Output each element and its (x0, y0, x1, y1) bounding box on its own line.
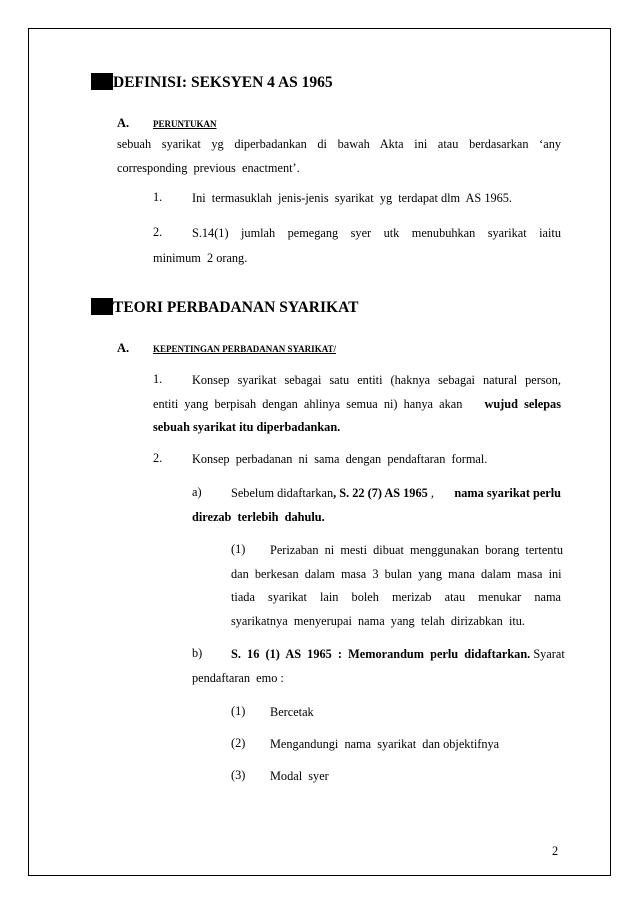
sub-sub-line: dan berkesan dalam masa 3 bulan yang mana dalam masa ini (231, 567, 562, 581)
sub-sub-line: tiada syarikat lain boleh merizab atau menukar nama (231, 590, 561, 604)
requirement-item: Bercetak (270, 705, 314, 719)
list-item: Konsep syarikat sebagai satu entiti (haknya sebagai natural person, (192, 373, 561, 387)
sub-number: (1) (231, 704, 246, 718)
list-number: 1. (153, 190, 163, 204)
sub-sub-line: Perizaban ni mesti dibuat menggunakan borang tertentu (270, 543, 563, 557)
sub-number: (3) (231, 768, 246, 782)
black-marker (91, 298, 113, 315)
heading-text: DEFINISI: SEKSYEN 4 AS 1965 (113, 74, 333, 91)
sub-number: (1) (231, 542, 246, 556)
black-marker (91, 73, 113, 90)
heading-text: TEORI PERBADANAN SYARIKAT (113, 299, 359, 316)
sub-item-line: pendaftaran emo : (192, 671, 284, 685)
list-item-continuation: entiti yang berpisah dengan ahlinya semua ni) hanya akan wujud selepas (153, 397, 561, 411)
list-item-continuation: minimum 2 orang. (153, 251, 248, 265)
list-number: 1. (153, 372, 163, 386)
subsection-title: KEPENTINGAN PERBADANAN SYARIKAT/ (153, 344, 337, 354)
requirement-item: Mengandungi nama syarikat dan objektifnya (270, 737, 500, 751)
subsection-letter: A. (117, 341, 130, 355)
list-item-continuation: sebuah syarikat itu diperbadankan. (153, 420, 341, 434)
sub-letter: b) (192, 646, 203, 660)
list-item: S.14(1) jumlah pemegang syer utk menubuhkan syarikat iaitu (192, 226, 561, 240)
list-number: 2. (153, 225, 163, 239)
sub-item-line: S. 16 (1) AS 1965 : Memorandum perlu didaftarkan. Syarat (231, 647, 565, 661)
subsection-title: PERUNTUKAN (153, 119, 217, 129)
section-heading-definisi (91, 73, 333, 92)
sub-item-line: Sebelum didaftarkan, S. 22 (7) AS 1965 , nama syarikat perlu (231, 486, 561, 500)
page-number: 2 (552, 844, 559, 858)
section-heading-teori (91, 298, 358, 317)
sub-sub-line: syarikatnya menyerupai nama yang telah dirizabkan itu. (231, 614, 525, 628)
paragraph-line: corresponding previous enactment’. (117, 161, 300, 175)
list-item: Ini termasuklah jenis-jenis syarikat yg terdapat dlm AS 1965. (192, 191, 513, 205)
sub-item-line: direzab terlebih dahulu. (192, 510, 325, 524)
subsection-letter: A. (117, 116, 130, 130)
requirement-item: Modal syer (270, 769, 329, 783)
sub-letter: a) (192, 485, 202, 499)
list-number: 2. (153, 451, 163, 465)
list-item: Konsep perbadanan ni sama dengan pendaftaran formal. (192, 452, 488, 466)
paragraph-line: sebuah syarikat yg diperbadankan di bawah Akta ini atau berdasarkan ‘any (117, 137, 561, 151)
sub-number: (2) (231, 736, 246, 750)
